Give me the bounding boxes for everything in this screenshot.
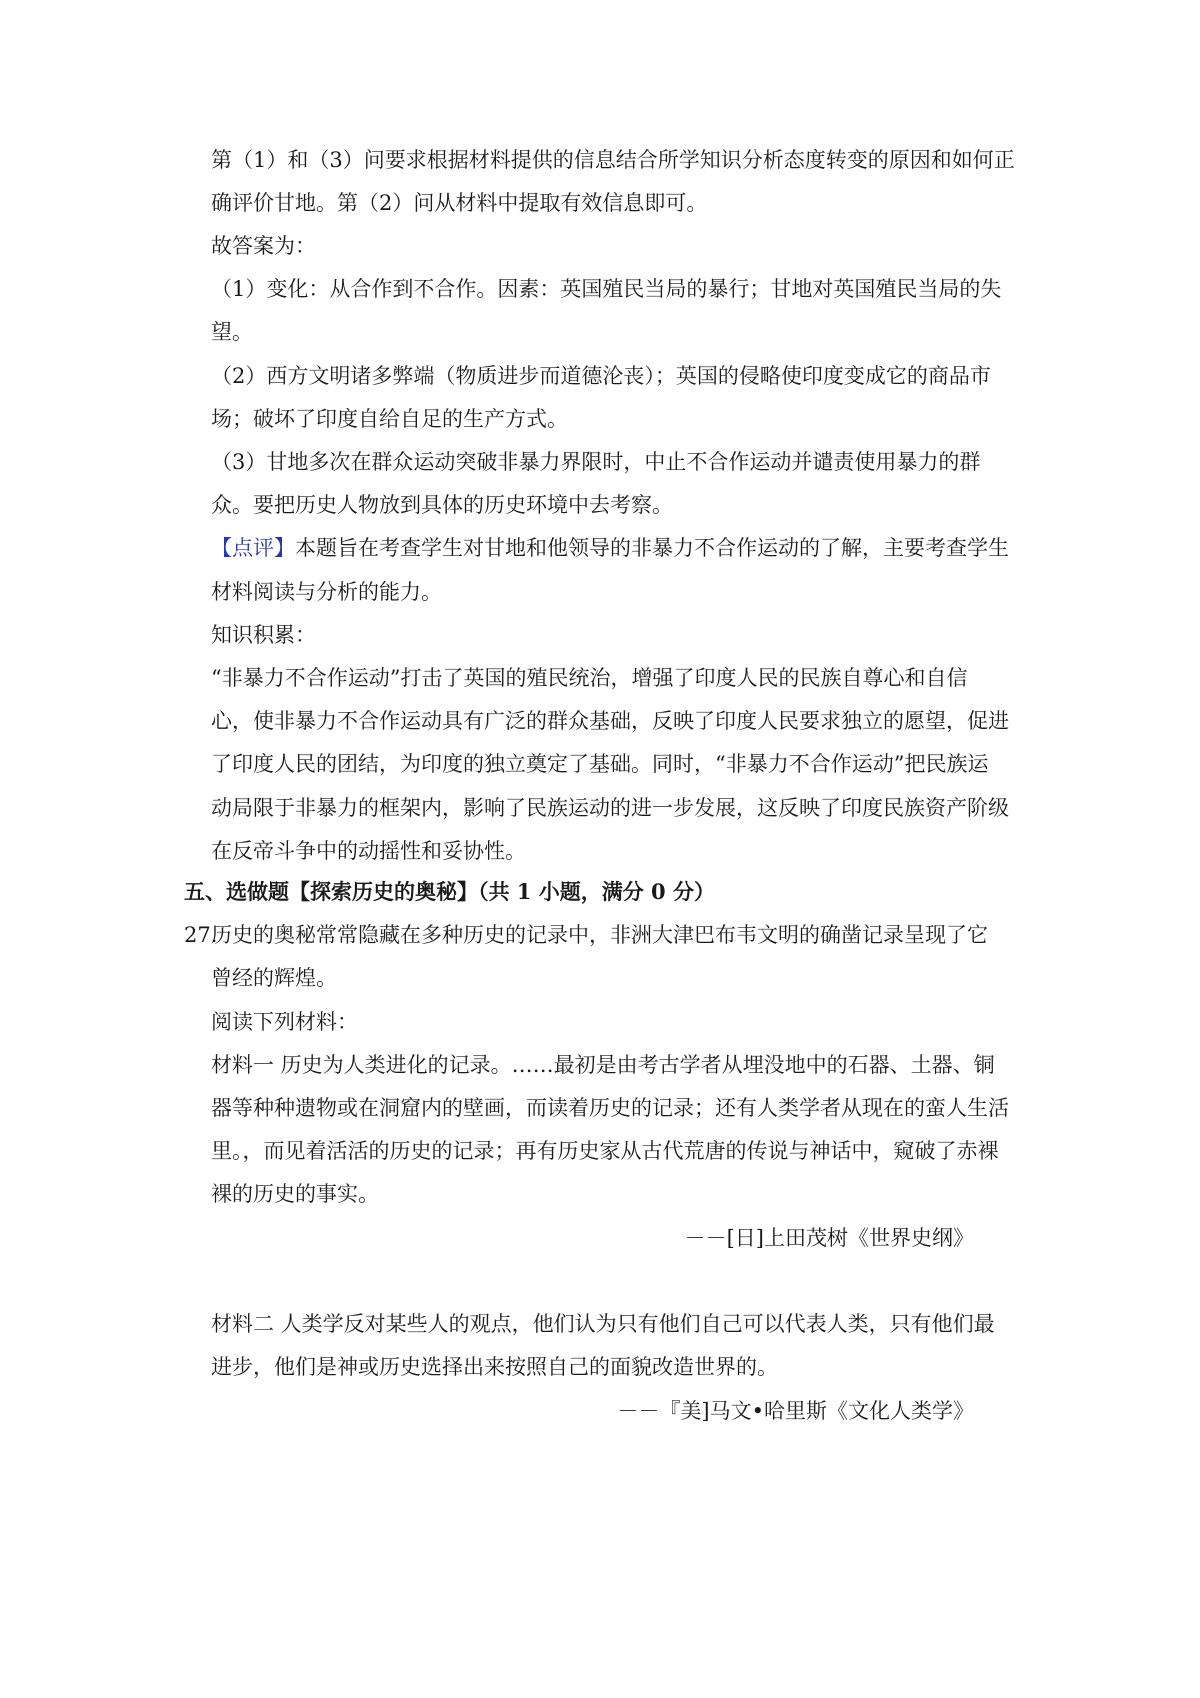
comment-tag: 【点评】	[211, 536, 295, 560]
knowledge-line-3: 了印度人民的团结，为印度的独立奠定了基础。同时，“非暴力不合作运动”把民族运	[211, 752, 989, 776]
answer-3-line-2: 众。要把历史人物放到具体的历史环境中去考察。	[211, 493, 673, 517]
question-number: 27.	[184, 923, 218, 947]
analysis-line-2: 确评价甘地。第（2）问从材料中提取有效信息即可。	[211, 191, 708, 215]
knowledge-line-4: 动局限于非暴力的框架内，影响了民族运动的进一步发展，这反映了印度民族资产阶级	[211, 796, 1009, 820]
answer-heading: 故答案为：	[211, 234, 316, 258]
material-1-line-3: 里。，而见着活活的历史的记录；再有历史家从古代荒唐的传说与神话中，窥破了赤裸	[211, 1139, 999, 1163]
material-2-line-1: 材料二 人类学反对某些人的观点，他们认为只有他们自己可以代表人类，只有他们最	[211, 1312, 995, 1336]
comment-text: 本题旨在考查学生对甘地和他领导的非暴力不合作运动的了解，主要考查学生	[295, 536, 1009, 560]
material-1-line-4: 裸的历史的事实。	[211, 1182, 379, 1206]
comment-line-1	[211, 533, 1009, 563]
question-line-2: 曾经的辉煌。	[211, 966, 337, 990]
answer-3-line-1: （3）甘地多次在群众运动突破非暴力界限时，中止不合作运动并谴责使用暴力的群	[211, 450, 981, 474]
question-line-1: 历史的奥秘常常隐藏在多种历史的记录中，非洲大津巴布韦文明的确凿记录呈现了它	[211, 923, 988, 947]
answer-1-line-2: 望。	[211, 320, 253, 344]
comment-line-2: 材料阅读与分析的能力。	[211, 580, 442, 604]
knowledge-line-1: “非暴力不合作运动”打击了英国的殖民统治，增强了印度人民的民族自尊心和自信	[211, 666, 968, 690]
answer-1-line-1: （1）变化：从合作到不合作。因素：英国殖民当局的暴行；甘地对英国殖民当局的失	[211, 277, 1002, 301]
analysis-line-1: 第（1）和（3）问要求根据材料提供的信息结合所学知识分析态度转变的原因和如何正	[211, 148, 1015, 172]
question-prompt: 阅读下列材料：	[211, 1010, 358, 1034]
answer-2-line-1: （2）西方文明诸多弊端（物质进步而道德沦丧）；英国的侵略使印度变成它的商品市	[211, 364, 991, 388]
material-2-source: －－『美]马文•哈里斯《文化人类学》	[617, 1399, 974, 1423]
material-1-source: －－[日]上田茂树《世界史纲》	[684, 1226, 974, 1250]
knowledge-heading: 知识积累：	[211, 623, 316, 647]
material-2-line-2: 进步，他们是神或历史选择出来按照自己的面貌改造世界的。	[211, 1355, 778, 1379]
answer-2-line-2: 场；破坏了印度自给自足的生产方式。	[211, 407, 568, 431]
material-1-line-2: 器等种种遗物或在洞窟内的壁画，而读着历史的记录；还有人类学者从现在的蛮人生活	[211, 1096, 1009, 1120]
material-1-line-1: 材料一 历史为人类进化的记录。……最初是由考古学者从埋没地中的石器、土器、铜	[211, 1053, 995, 1077]
section-title: 五、选做题【探索历史的奥秘】（共 1 小题，满分 0 分）	[184, 879, 715, 904]
knowledge-line-2: 心，使非暴力不合作运动具有广泛的群众基础，反映了印度人民要求独立的愿望，促进	[211, 709, 1009, 733]
knowledge-line-5: 在反帝斗争中的动摇性和妥协性。	[211, 839, 526, 863]
